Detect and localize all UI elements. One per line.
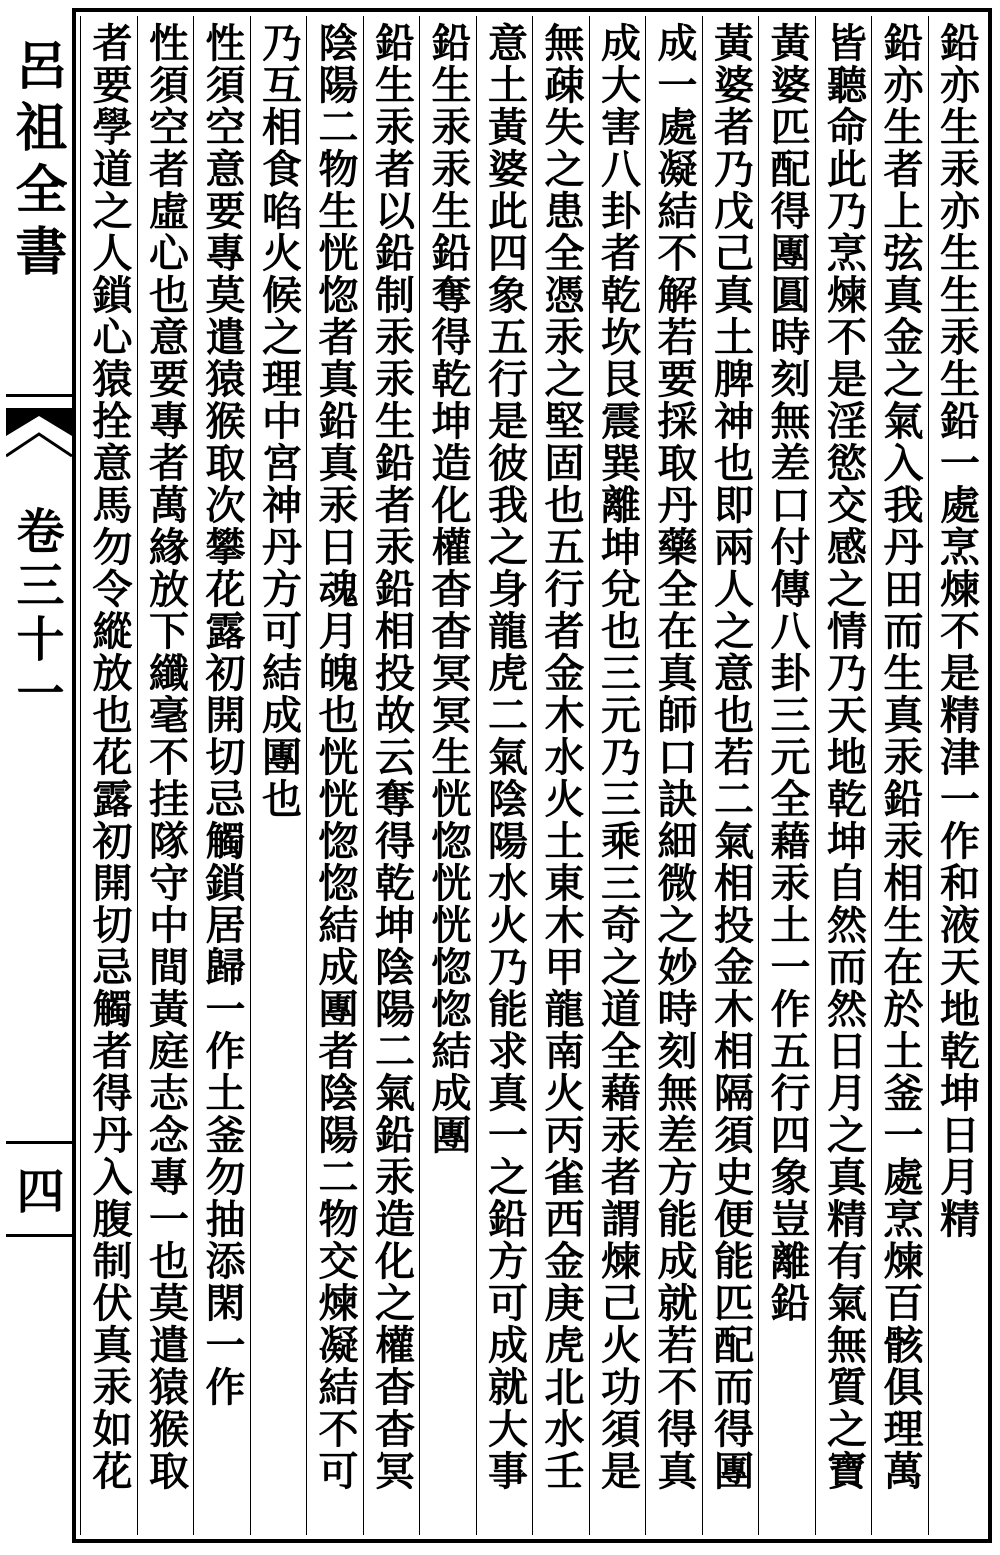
column-rule xyxy=(193,16,194,1535)
text-column: 黃婆者乃戊己真土脾神也即兩人之意也若二氣相投金木相隔須史便能匹配而得團 xyxy=(707,22,755,1492)
text-column: 意土黃婆此四象五行是彼我之身龍虎二氣陰陽水火乃能求真一之鉛方可成就大事 xyxy=(481,22,529,1492)
margin-rule-bottom xyxy=(6,1234,72,1237)
text-column: 乃互相食啗火候之理中宮神丹方可結成團也 xyxy=(255,22,303,820)
column-rule xyxy=(532,16,533,1535)
column-rule xyxy=(306,16,307,1535)
text-column: 鉛亦生汞亦生生汞生鉛一處烹煉不是精津一作和液天地乾坤日月精 xyxy=(933,22,981,1240)
column-rule xyxy=(80,16,81,1535)
text-column: 性須空意要專莫遣猿猴取次攀花露初開切忌觸鎖居歸一作土釜勿抽添閑一作 xyxy=(199,22,246,1408)
text-column: 黃婆匹配得團圓時刻無差口付傳八卦三元全藉汞土一作五行四象豈離鉛 xyxy=(764,22,811,1324)
text-column: 者要學道之人鎖心猿拴意馬勿令縱放也花露初開切忌觸者得丹入腹制伏真汞如花 xyxy=(86,22,133,1492)
volume-label: 卷三十一 xyxy=(8,506,64,722)
column-rule xyxy=(250,16,251,1535)
text-column: 成一處凝結不解若要採取丹藥全在真師口訣細微之妙時刻無差方能成就若不得真 xyxy=(651,22,698,1492)
text-column: 鉛生汞者以鉛制汞汞生鉛者汞鉛相投故云奪得乾坤陰陽二氣鉛汞造化之權杳杳冥 xyxy=(368,22,416,1492)
text-column: 無疎失之患全憑汞之堅固也五行者金木水火土東木甲龍南火丙雀西金庚虎北水壬 xyxy=(538,22,585,1492)
text-column: 皆聽命此乃烹煉不是淫慾交感之情乃天地乾坤自然而然日月之真精有氣無質之寶 xyxy=(820,22,868,1492)
text-column: 鉛亦生者上弦真金之氣入我丹田而生真汞鉛汞相生在於土釜一處烹煉百骸俱理萬 xyxy=(877,22,924,1492)
text-column: 成大害八卦者乾坎艮震巽離坤兌也三元乃三乘三奇之道全藉汞者謂煉己火功須是 xyxy=(594,22,642,1492)
margin-rule-top xyxy=(6,394,72,397)
text-column: 陰陽二物生恍惚者真鉛真汞日魂月魄也恍恍惚惚結成團者陰陽二物交煉凝結不可 xyxy=(312,22,359,1492)
margin-rule-mid xyxy=(6,1141,72,1144)
column-rule xyxy=(137,16,138,1535)
book-title: 呂祖全書 xyxy=(6,38,67,286)
page-number: 四 xyxy=(8,1166,64,1214)
column-rule xyxy=(419,16,420,1535)
column-rule xyxy=(871,16,872,1535)
column-rule xyxy=(928,16,929,1535)
column-rule xyxy=(702,16,703,1535)
column-rule xyxy=(476,16,477,1535)
center-margin xyxy=(0,16,72,1535)
text-column: 鉛生汞汞生鉛奪得乾坤造化權杳杳冥冥生恍惚恍恍惚惚結成團 xyxy=(425,22,472,1156)
text-column: 性須空者虛心也意要專者萬緣放下纖毫不挂隊守中間黃庭志念專一也莫遣猿猴取 xyxy=(142,22,190,1492)
column-rule xyxy=(645,16,646,1535)
column-rule xyxy=(758,16,759,1535)
fishtail-mark xyxy=(6,408,72,478)
column-rule xyxy=(589,16,590,1535)
column-rule xyxy=(363,16,364,1535)
column-rule xyxy=(815,16,816,1535)
